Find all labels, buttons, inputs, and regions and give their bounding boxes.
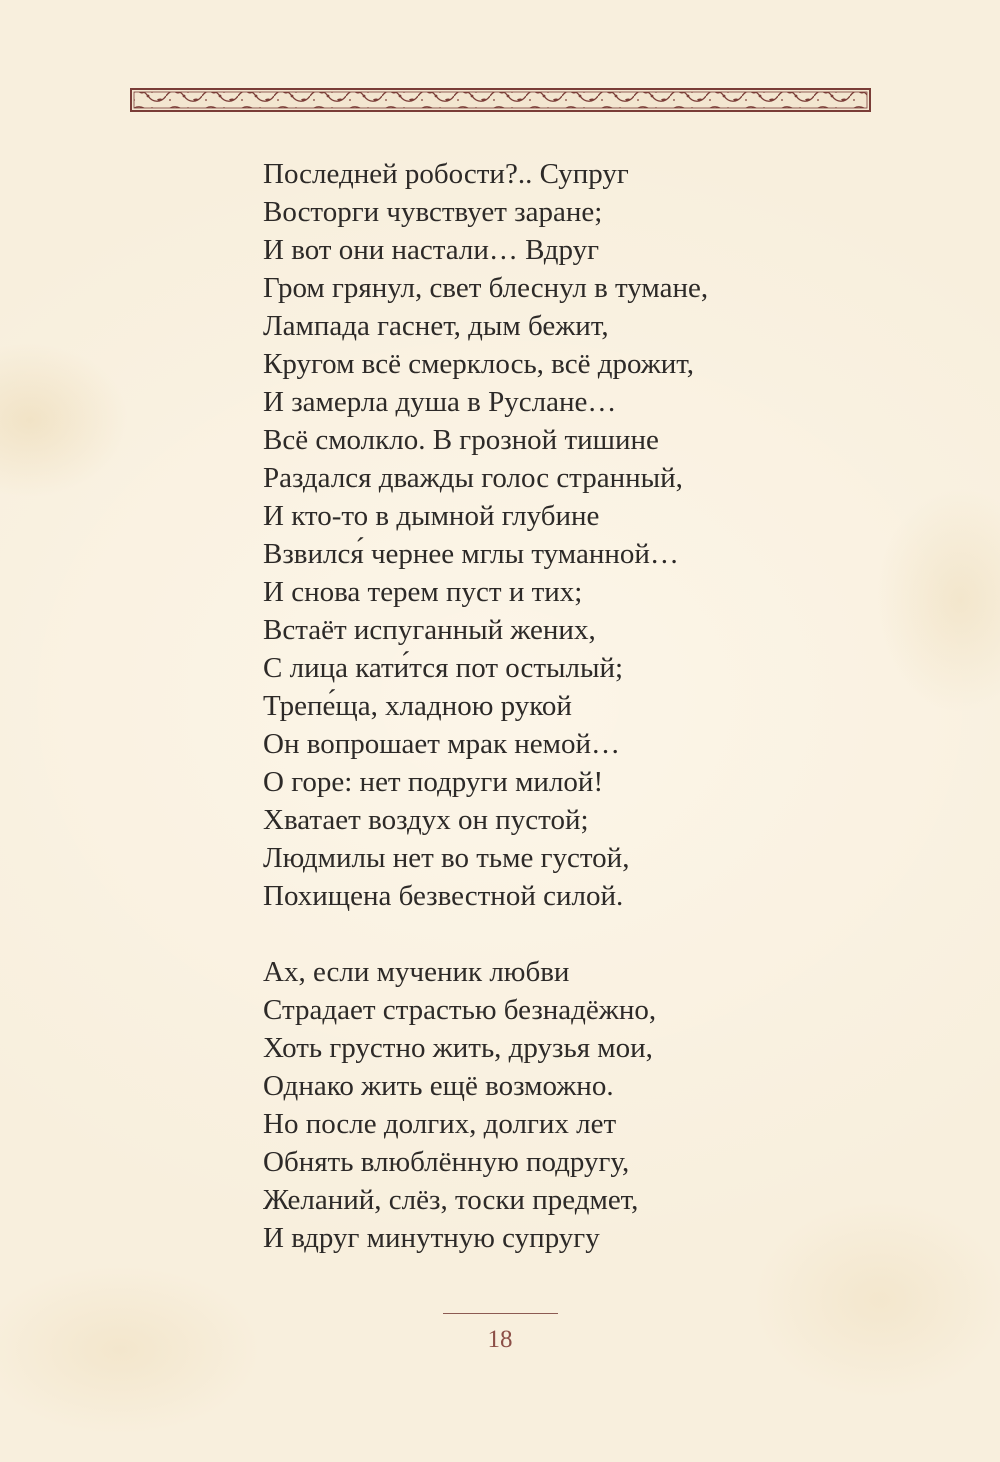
- poem-line: О горе: нет подруги милой!: [263, 766, 604, 798]
- poem-line: Ах, если мученик любви: [263, 956, 570, 988]
- poem-line: С лица кати́тся пот остылый;: [263, 652, 624, 684]
- poem-line: Лампада гаснет, дым бежит,: [263, 310, 609, 342]
- poem-stanza: [263, 155, 883, 915]
- poem-line: И вот они настали… Вдруг: [263, 234, 600, 266]
- poem-line: Кругом всё смерклось, всё дрожит,: [263, 348, 695, 380]
- poem-line: Гром грянул, свет блеснул в тумане,: [263, 272, 709, 304]
- page-number-rule: [443, 1313, 558, 1314]
- poem-line: Последней робости?.. Супруг: [263, 158, 629, 190]
- poem-line: Всё смолкло. В грозной тишине: [263, 424, 659, 456]
- poem-line: Желаний, слёз, тоски предмет,: [263, 1184, 639, 1216]
- poem-line: Хватает воздух он пустой;: [263, 804, 589, 836]
- poem-line: Людмилы нет во тьме густой,: [263, 842, 630, 874]
- poem-line: Обнять влюблённую подругу,: [263, 1146, 630, 1178]
- poem-line: И замерла душа в Руслане…: [263, 386, 617, 418]
- poem-line: И вдруг минутную супругу: [263, 1222, 600, 1254]
- poem-text: [263, 155, 883, 1257]
- page-number: 18: [487, 1326, 513, 1353]
- poem-line: Похищена безвестной силой.: [263, 880, 624, 912]
- poem-line: Но после долгих, долгих лет: [263, 1108, 617, 1140]
- poem-line: И снова терем пуст и тих;: [263, 576, 583, 608]
- poem-line: Он вопрошает мрак немой…: [263, 728, 621, 760]
- poem-line: Трепе́ща, хладною рукой: [263, 690, 572, 722]
- poem-line: Восторги чувствует заране;: [263, 196, 603, 228]
- poem-line: Страдает страстью безнадёжно,: [263, 994, 657, 1026]
- decorative-border-ornament: [130, 88, 871, 112]
- poem-stanza: [263, 953, 883, 1257]
- poem-line: Однако жить ещё возможно.: [263, 1070, 614, 1102]
- poem-line: И кто-то в дымной глубине: [263, 500, 600, 532]
- poem-line: Взвился́ чернее мглы туманной…: [263, 538, 679, 570]
- poem-line: Хоть грустно жить, друзья мои,: [263, 1032, 653, 1064]
- poem-line: Встаёт испуганный жених,: [263, 614, 596, 646]
- poem-line: Раздался дважды голос странный,: [263, 462, 683, 494]
